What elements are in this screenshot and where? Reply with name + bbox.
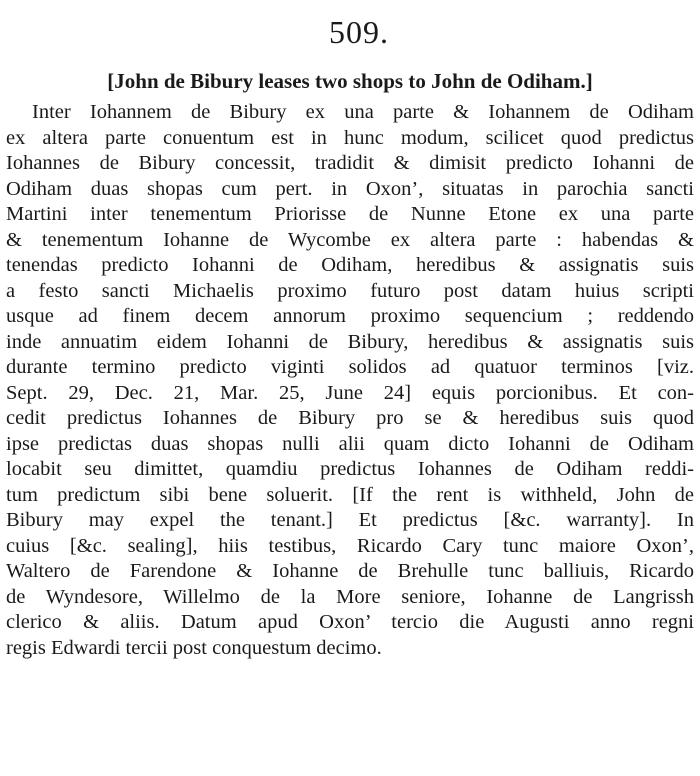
body-line: Inter Iohannem de Bibury ex una parte & Iohannem de Odiham <box>32 101 694 123</box>
document-number: 509. <box>329 14 389 50</box>
body-line: de Wyndesore, Willelmo de la More seniore, Iohanne de Langrissh <box>6 585 694 608</box>
body-line: Waltero de Farendone & Iohanne de Brehulle tunc balliuis, Ricardo <box>6 560 694 582</box>
body-line: cuius [&c. sealing], hiis testibus, Ricardo Cary tunc maiore Oxon’, <box>6 534 694 557</box>
body-line: usque ad finem decem annorum proximo sequencium ; reddendo <box>6 305 694 327</box>
body-line: Odiham duas shopas cum pert. in Oxon’, situatas in parochia sancti <box>6 177 694 200</box>
body-line: & tenementum Iohanne de Wycombe ex altera parte : habendas & <box>6 228 694 251</box>
body-line: durante termino predicto viginti solidos ad quatuor terminos [viz. <box>6 356 694 378</box>
body-line: tum predictum sibi bene soluerit. [If the rent is withheld, John de <box>6 483 694 506</box>
body-line: a festo sancti Michaelis proximo futuro post datam huius scripti <box>6 279 694 302</box>
body-line: Sept. 29, Dec. 21, Mar. 25, June 24] equis porcionibus. Et con- <box>6 381 694 404</box>
body-line: Bibury may expel the tenant.] Et predictus [&c. warranty]. In <box>6 509 694 531</box>
body-line: regis Edwardi tercii post conquestum decimo. <box>6 636 382 659</box>
body-line: Iohannes de Bibury concessit, tradidit & dimisit predicto Iohanni de <box>6 152 694 174</box>
body-line: cedit predictus Iohannes de Bibury pro se & heredibus suis quod <box>6 407 694 429</box>
body-line: clerico & aliis. Datum apud Oxon’ tercio die Augusti anno regni <box>6 611 694 633</box>
body-line: tenendas predicto Iohanni de Odiham, heredibus & assignatis suis <box>6 254 694 276</box>
document-page <box>6 0 694 661</box>
body-line: ipse predictas duas shopas nulli alii quam dicto Iohanni de Odiham <box>6 432 694 455</box>
body-line: Martini inter tenementum Priorisse de Nunne Etone ex una parte <box>6 203 694 225</box>
body-line: ex altera parte conuentum est in hunc modum, scilicet quod predictus <box>6 126 694 149</box>
body-line: inde annuatim eidem Iohanni de Bibury, heredibus & assignatis suis <box>6 330 694 353</box>
body-line: locabit seu dimittet, quamdiu predictus Iohannes de Odiham reddi- <box>6 458 694 480</box>
document-body <box>6 100 694 661</box>
document-heading: [John de Bibury leases two shops to John de Odiham.] <box>107 69 593 93</box>
